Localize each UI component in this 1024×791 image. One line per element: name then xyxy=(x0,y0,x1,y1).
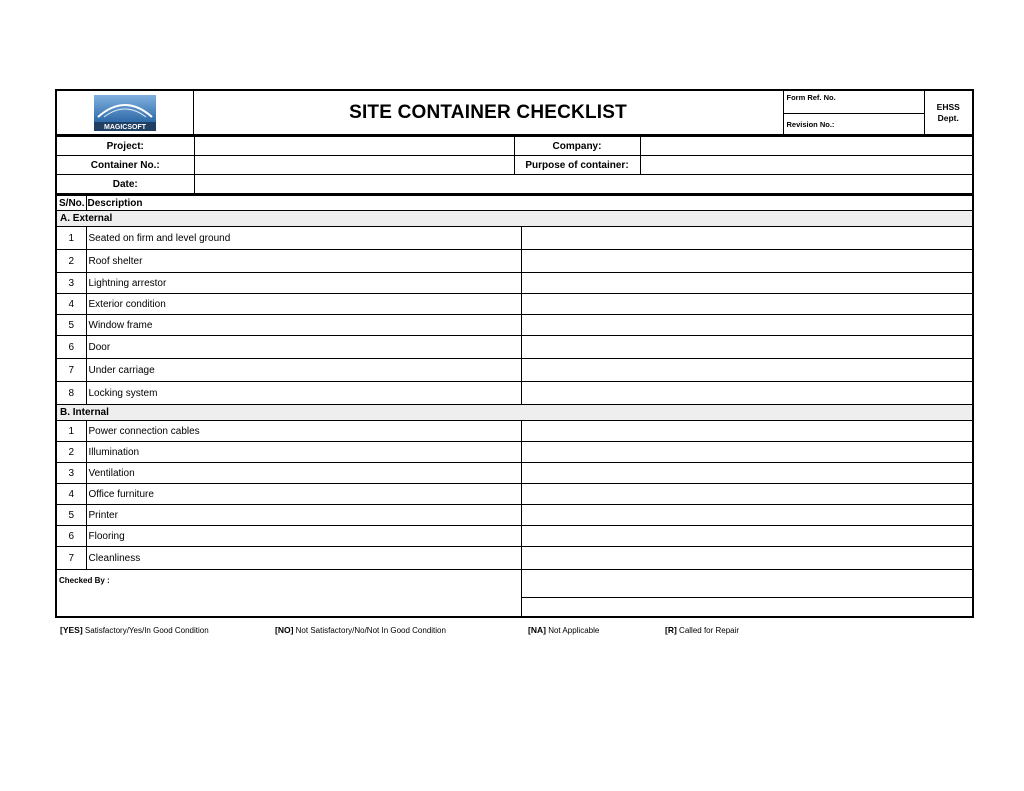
checked-by-label: Checked By : xyxy=(56,570,521,618)
item-description: Illumination xyxy=(86,442,521,463)
item-description: Lightning arrestor xyxy=(86,273,521,294)
section-row-external xyxy=(56,211,973,227)
list-item xyxy=(56,526,973,547)
checklist-sheet xyxy=(55,89,972,618)
legend-code: [R] xyxy=(665,625,677,635)
form-ref-label: Form Ref. No. xyxy=(783,90,924,114)
date-field[interactable] xyxy=(194,175,973,195)
item-description: Ventilation xyxy=(86,463,521,484)
list-item xyxy=(56,484,973,505)
sno-header: S/No. xyxy=(56,196,86,211)
item-number: 3 xyxy=(56,463,86,484)
checklist-table xyxy=(55,195,974,618)
item-description: Cleanliness xyxy=(86,547,521,570)
legend-text: Not Applicable xyxy=(548,626,600,635)
item-description: Power connection cables xyxy=(86,421,521,442)
legend-code: [YES] xyxy=(60,625,83,635)
page-title: SITE CONTAINER CHECKLIST xyxy=(193,90,783,135)
item-number: 7 xyxy=(56,547,86,570)
item-status-field[interactable] xyxy=(521,315,973,336)
item-number: 3 xyxy=(56,273,86,294)
date-label: Date: xyxy=(56,175,194,195)
legend-text: Satisfactory/Yes/In Good Condition xyxy=(84,626,209,635)
list-item xyxy=(56,294,973,315)
company-field[interactable] xyxy=(640,137,973,156)
company-label: Company: xyxy=(514,137,640,156)
list-item xyxy=(56,421,973,442)
item-description: Door xyxy=(86,336,521,359)
legend-code: [NO] xyxy=(275,625,294,635)
legend xyxy=(60,625,960,637)
item-status-field[interactable] xyxy=(521,484,973,505)
item-description: Window frame xyxy=(86,315,521,336)
magicsoft-logo xyxy=(94,95,156,131)
list-item xyxy=(56,382,973,405)
list-item xyxy=(56,442,973,463)
item-number: 1 xyxy=(56,227,86,250)
section-title: B. Internal xyxy=(56,405,973,421)
item-description: Flooring xyxy=(86,526,521,547)
item-status-field[interactable] xyxy=(521,526,973,547)
item-number: 6 xyxy=(56,336,86,359)
column-header-row xyxy=(56,196,973,211)
list-item xyxy=(56,250,973,273)
checked-by-date-field[interactable] xyxy=(521,598,973,618)
item-number: 4 xyxy=(56,294,86,315)
project-label: Project: xyxy=(56,137,194,156)
item-number: 2 xyxy=(56,250,86,273)
item-status-field[interactable] xyxy=(521,463,973,484)
description-header: Description xyxy=(86,196,973,211)
checked-by-row xyxy=(56,570,973,598)
legend-text: Not Satisfactory/No/Not In Good Condition xyxy=(295,626,446,635)
header-table xyxy=(55,89,974,136)
revision-label: Revision No.: xyxy=(783,114,924,136)
item-description: Printer xyxy=(86,505,521,526)
item-description: Locking system xyxy=(86,382,521,405)
item-description: Seated on firm and level ground xyxy=(86,227,521,250)
container-no-field[interactable] xyxy=(194,156,514,175)
logo-cell xyxy=(56,90,193,135)
item-status-field[interactable] xyxy=(521,442,973,463)
dept-cell xyxy=(924,90,973,135)
item-description: Under carriage xyxy=(86,359,521,382)
item-status-field[interactable] xyxy=(521,336,973,359)
legend-item-yes xyxy=(60,625,209,635)
purpose-field[interactable] xyxy=(640,156,973,175)
list-item xyxy=(56,227,973,250)
item-description: Roof shelter xyxy=(86,250,521,273)
item-number: 6 xyxy=(56,526,86,547)
list-item xyxy=(56,336,973,359)
item-status-field[interactable] xyxy=(521,382,973,405)
project-field[interactable] xyxy=(194,137,514,156)
legend-item-na xyxy=(528,625,599,635)
item-status-field[interactable] xyxy=(521,250,973,273)
info-table xyxy=(55,136,974,195)
dept-line1: EHSS xyxy=(936,101,960,112)
list-item xyxy=(56,547,973,570)
legend-code: [NA] xyxy=(528,625,546,635)
item-number: 1 xyxy=(56,421,86,442)
legend-item-repair xyxy=(665,625,739,635)
list-item xyxy=(56,505,973,526)
list-item xyxy=(56,273,973,294)
legend-item-no xyxy=(275,625,446,635)
list-item xyxy=(56,359,973,382)
item-description: Office furniture xyxy=(86,484,521,505)
item-number: 8 xyxy=(56,382,86,405)
logo-text: MAGICSOFT xyxy=(103,123,146,131)
item-number: 7 xyxy=(56,359,86,382)
container-no-label: Container No.: xyxy=(56,156,194,175)
item-number: 5 xyxy=(56,505,86,526)
item-status-field[interactable] xyxy=(521,227,973,250)
item-status-field[interactable] xyxy=(521,273,973,294)
item-status-field[interactable] xyxy=(521,547,973,570)
dept-line2: Dept. xyxy=(937,112,959,123)
item-status-field[interactable] xyxy=(521,294,973,315)
item-status-field[interactable] xyxy=(521,359,973,382)
legend-text: Called for Repair xyxy=(679,626,740,635)
item-number: 5 xyxy=(56,315,86,336)
item-number: 4 xyxy=(56,484,86,505)
checked-by-signature-field[interactable] xyxy=(521,570,973,598)
section-row-internal xyxy=(56,405,973,421)
list-item xyxy=(56,315,973,336)
purpose-label: Purpose of container: xyxy=(514,156,640,175)
item-description: Exterior condition xyxy=(86,294,521,315)
item-status-field[interactable] xyxy=(521,421,973,442)
list-item xyxy=(56,463,973,484)
item-status-field[interactable] xyxy=(521,505,973,526)
section-title: A. External xyxy=(56,211,973,227)
item-number: 2 xyxy=(56,442,86,463)
